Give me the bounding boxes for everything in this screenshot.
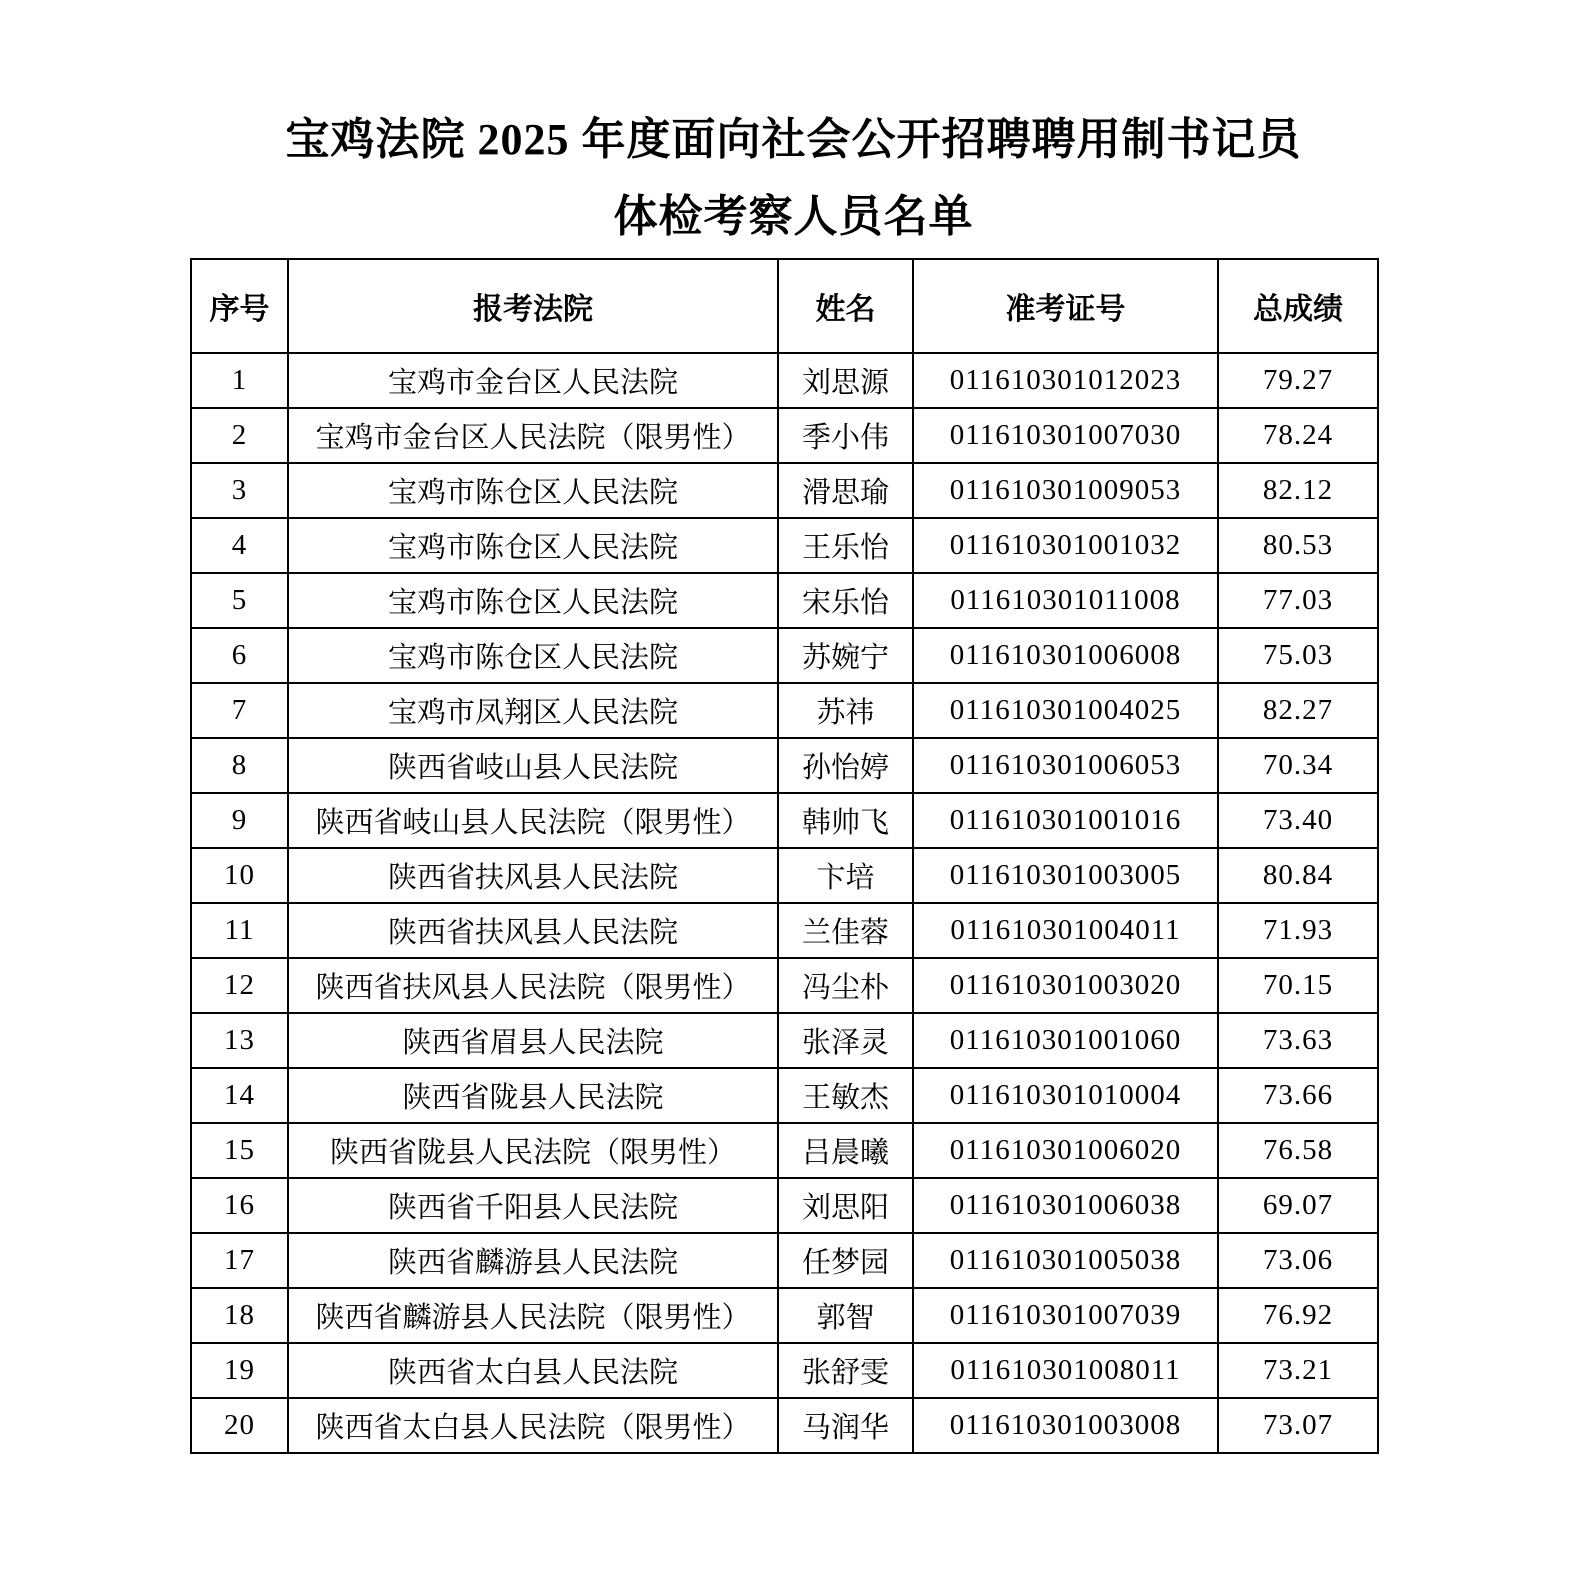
cell-total-score: 69.07 [1218, 1178, 1378, 1233]
cell-court: 宝鸡市陈仓区人民法院 [288, 518, 778, 573]
cell-court: 陕西省千阳县人民法院 [288, 1178, 778, 1233]
table-row [191, 1288, 1378, 1343]
table-row [191, 1343, 1378, 1398]
cell-ticket-number: 011610301006008 [913, 628, 1218, 683]
cell-index: 15 [191, 1123, 288, 1178]
cell-index: 17 [191, 1233, 288, 1288]
cell-court: 陕西省扶风县人民法院 [288, 903, 778, 958]
cell-name: 郭智 [778, 1288, 913, 1343]
cell-ticket-number: 011610301001016 [913, 793, 1218, 848]
cell-index: 1 [191, 353, 288, 408]
cell-ticket-number: 011610301005038 [913, 1233, 1218, 1288]
cell-ticket-number: 011610301007030 [913, 408, 1218, 463]
table-row [191, 793, 1378, 848]
cell-court: 陕西省扶风县人民法院（限男性） [288, 958, 778, 1013]
table-row [191, 1233, 1378, 1288]
cell-index: 2 [191, 408, 288, 463]
cell-total-score: 73.21 [1218, 1343, 1378, 1398]
cell-court: 陕西省陇县人民法院 [288, 1068, 778, 1123]
table-row [191, 518, 1378, 573]
table-row [191, 738, 1378, 793]
cell-name: 张舒雯 [778, 1343, 913, 1398]
document-title-line2: 体检考察人员名单 [613, 192, 974, 241]
cell-ticket-number: 011610301009053 [913, 463, 1218, 518]
cell-ticket-number: 011610301012023 [913, 353, 1218, 408]
cell-total-score: 73.66 [1218, 1068, 1378, 1123]
cell-index: 19 [191, 1343, 288, 1398]
cell-index: 4 [191, 518, 288, 573]
cell-ticket-number: 011610301010004 [913, 1068, 1218, 1123]
cell-ticket-number: 011610301001060 [913, 1013, 1218, 1068]
cell-name: 冯尘朴 [778, 958, 913, 1013]
cell-name: 刘思阳 [778, 1178, 913, 1233]
cell-ticket-number: 011610301006020 [913, 1123, 1218, 1178]
header-total-score: 总成绩 [1218, 259, 1378, 353]
cell-court: 陕西省陇县人民法院（限男性） [288, 1123, 778, 1178]
cell-name: 季小伟 [778, 408, 913, 463]
table-row [191, 683, 1378, 738]
cell-index: 13 [191, 1013, 288, 1068]
cell-ticket-number: 011610301001032 [913, 518, 1218, 573]
cell-ticket-number: 011610301003005 [913, 848, 1218, 903]
cell-name: 吕晨曦 [778, 1123, 913, 1178]
cell-court: 陕西省扶风县人民法院 [288, 848, 778, 903]
cell-total-score: 80.84 [1218, 848, 1378, 903]
header-index: 序号 [191, 259, 288, 353]
cell-total-score: 73.07 [1218, 1398, 1378, 1453]
table-row [191, 1013, 1378, 1068]
cell-name: 刘思源 [778, 353, 913, 408]
table-row [191, 573, 1378, 628]
cell-index: 12 [191, 958, 288, 1013]
cell-ticket-number: 011610301003020 [913, 958, 1218, 1013]
cell-ticket-number: 011610301004011 [913, 903, 1218, 958]
document-title-line1: 宝鸡法院 2025 年度面向社会公开招聘聘用制书记员 [285, 115, 1302, 164]
cell-ticket-number: 011610301007039 [913, 1288, 1218, 1343]
cell-court: 宝鸡市陈仓区人民法院 [288, 628, 778, 683]
cell-total-score: 73.63 [1218, 1013, 1378, 1068]
cell-name: 苏祎 [778, 683, 913, 738]
cell-court: 陕西省太白县人民法院（限男性） [288, 1398, 778, 1453]
cell-total-score: 79.27 [1218, 353, 1378, 408]
cell-total-score: 73.06 [1218, 1233, 1378, 1288]
cell-court: 陕西省太白县人民法院 [288, 1343, 778, 1398]
cell-ticket-number: 011610301011008 [913, 573, 1218, 628]
cell-total-score: 75.03 [1218, 628, 1378, 683]
cell-ticket-number: 011610301006038 [913, 1178, 1218, 1233]
cell-court: 陕西省眉县人民法院 [288, 1013, 778, 1068]
cell-court: 宝鸡市陈仓区人民法院 [288, 573, 778, 628]
table-row [191, 848, 1378, 903]
table-row [191, 463, 1378, 518]
cell-index: 7 [191, 683, 288, 738]
cell-ticket-number: 011610301006053 [913, 738, 1218, 793]
table-row [191, 353, 1378, 408]
table-row [191, 903, 1378, 958]
table-row [191, 958, 1378, 1013]
cell-name: 苏婉宁 [778, 628, 913, 683]
cell-index: 9 [191, 793, 288, 848]
cell-court: 陕西省岐山县人民法院 [288, 738, 778, 793]
cell-total-score: 82.12 [1218, 463, 1378, 518]
cell-index: 20 [191, 1398, 288, 1453]
cell-name: 兰佳蓉 [778, 903, 913, 958]
table-row [191, 1398, 1378, 1453]
cell-name: 张泽灵 [778, 1013, 913, 1068]
cell-index: 14 [191, 1068, 288, 1123]
cell-total-score: 82.27 [1218, 683, 1378, 738]
header-name: 姓名 [778, 259, 913, 353]
table-body [191, 353, 1378, 1453]
cell-total-score: 80.53 [1218, 518, 1378, 573]
table-row [191, 628, 1378, 683]
table-row [191, 408, 1378, 463]
cell-court: 宝鸡市金台区人民法院（限男性） [288, 408, 778, 463]
cell-court: 陕西省麟游县人民法院（限男性） [288, 1288, 778, 1343]
cell-index: 3 [191, 463, 288, 518]
cell-name: 任梦园 [778, 1233, 913, 1288]
header-ticket-number: 准考证号 [913, 259, 1218, 353]
cell-total-score: 78.24 [1218, 408, 1378, 463]
cell-total-score: 76.92 [1218, 1288, 1378, 1343]
cell-court: 宝鸡市凤翔区人民法院 [288, 683, 778, 738]
cell-ticket-number: 011610301004025 [913, 683, 1218, 738]
header-court: 报考法院 [288, 259, 778, 353]
cell-court: 宝鸡市陈仓区人民法院 [288, 463, 778, 518]
cell-court: 宝鸡市金台区人民法院 [288, 353, 778, 408]
cell-ticket-number: 011610301008011 [913, 1343, 1218, 1398]
cell-name: 韩帅飞 [778, 793, 913, 848]
cell-name: 马润华 [778, 1398, 913, 1453]
cell-court: 陕西省岐山县人民法院（限男性） [288, 793, 778, 848]
cell-name: 卞培 [778, 848, 913, 903]
roster-table [190, 258, 1379, 1454]
cell-ticket-number: 011610301003008 [913, 1398, 1218, 1453]
cell-total-score: 76.58 [1218, 1123, 1378, 1178]
cell-total-score: 77.03 [1218, 573, 1378, 628]
cell-name: 宋乐怡 [778, 573, 913, 628]
cell-total-score: 70.34 [1218, 738, 1378, 793]
cell-index: 16 [191, 1178, 288, 1233]
table-row [191, 1178, 1378, 1233]
cell-index: 6 [191, 628, 288, 683]
cell-name: 孙怡婷 [778, 738, 913, 793]
cell-index: 18 [191, 1288, 288, 1343]
table-row [191, 1068, 1378, 1123]
cell-name: 王敏杰 [778, 1068, 913, 1123]
document-title [0, 115, 1587, 241]
cell-index: 8 [191, 738, 288, 793]
cell-name: 滑思瑜 [778, 463, 913, 518]
cell-index: 10 [191, 848, 288, 903]
cell-total-score: 70.15 [1218, 958, 1378, 1013]
cell-index: 5 [191, 573, 288, 628]
table-row [191, 1123, 1378, 1178]
cell-court: 陕西省麟游县人民法院 [288, 1233, 778, 1288]
cell-name: 王乐怡 [778, 518, 913, 573]
cell-total-score: 73.40 [1218, 793, 1378, 848]
cell-total-score: 71.93 [1218, 903, 1378, 958]
cell-index: 11 [191, 903, 288, 958]
table-header-row [191, 259, 1378, 353]
